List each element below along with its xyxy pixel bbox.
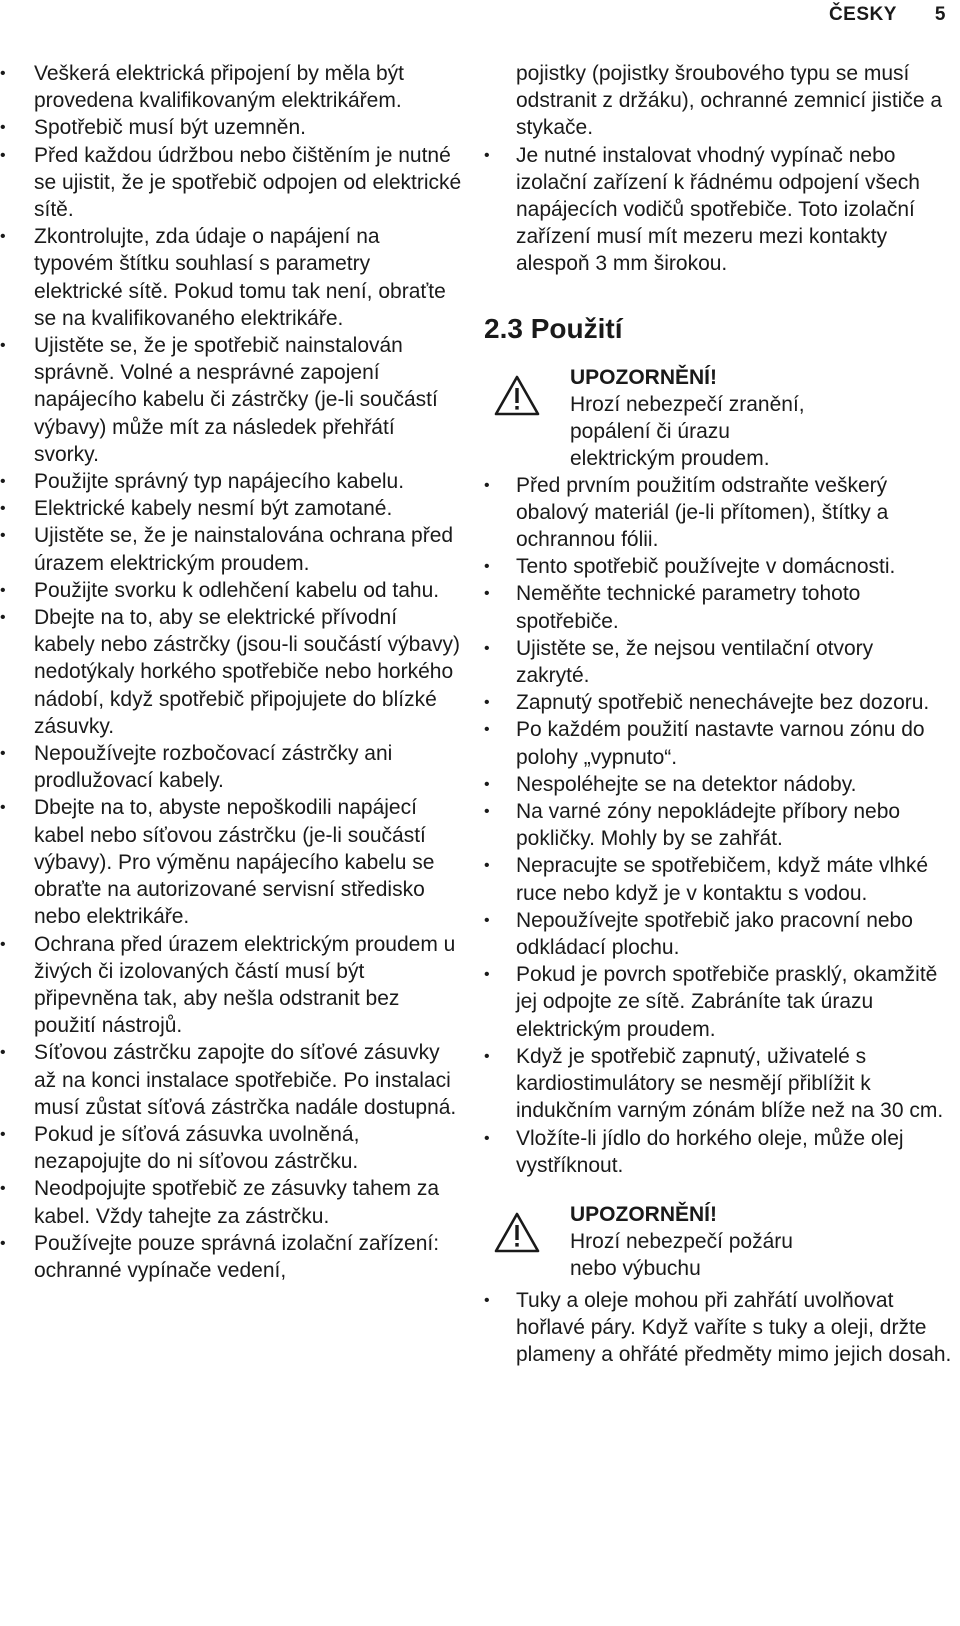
list-item: • Nepoužívejte rozbočovací zástrčky ani prodlužovací kabely. bbox=[0, 740, 462, 794]
warning-line: nebo výbuchu bbox=[570, 1257, 701, 1281]
warning-text bbox=[570, 364, 805, 473]
language-label: ČESKY bbox=[828, 4, 897, 25]
list-item: • Zapnutý spotřebič nenechávejte bez dozoru. bbox=[484, 689, 952, 716]
list-item: • Nepoužívejte spotřebič jako pracovní nebo odkládací plochu. bbox=[484, 907, 952, 961]
section-title: 2.3 Použití bbox=[484, 312, 623, 344]
list-item: • Používejte pouze správná izolační zařízení: ochranné vypínače vedení, bbox=[0, 1230, 462, 1284]
list-item: • Použijte svorku k odlehčení kabelu od tahu. bbox=[0, 577, 462, 604]
warning-fire bbox=[484, 1201, 952, 1287]
right-bullet-list-mid bbox=[484, 472, 952, 1179]
list-item: • Ochrana před úrazem elektrickým proudem u živých či izolovaných částí musí být připevněna tak, aby nešla odstranit bez použití nástrojů. bbox=[0, 931, 462, 1040]
list-item: • Po každém použití nastavte varnou zónu do polohy „vypnuto“. bbox=[484, 716, 952, 770]
warning-line: Hrozí nebezpečí zranění, bbox=[570, 392, 805, 416]
list-item: • Zkontrolujte, zda údaje o napájení na typovém štítku souhlasí s parametry elektrické sítě. Pokud tomu tak není, obraťte se na kvalifikovaného elektrikáře. bbox=[0, 223, 462, 332]
list-item: • Je nutné instalovat vhodný vypínač nebo izolační zařízení k řádnému odpojení všech napájecích vodičů spotřebiče. Toto izolační zařízení musí mít mezeru mezi kontakty alespoň 3 mm širokou. bbox=[484, 142, 952, 278]
warning-title: UPOZORNĚNÍ! bbox=[570, 1202, 717, 1226]
list-item: • Dbejte na to, abyste nepoškodili napájecí kabel nebo síťovou zástrčku (je-li součástí výbavy). Pro výměnu napájecího kabelu se obraťte na autorizované servisní středisko nebo elektrikáře. bbox=[0, 794, 462, 930]
list-item: • Ujistěte se, že je nainstalována ochrana před úrazem elektrickým proudem. bbox=[0, 522, 462, 576]
page-header bbox=[829, 4, 946, 26]
list-item: • Před prvním použitím odstraňte veškerý obalový materiál (je-li přítomen), štítky a ochrannou fólii. bbox=[484, 472, 952, 554]
list-item: • Neměňte technické parametry tohoto spotřebiče. bbox=[484, 580, 952, 634]
list-item: • Nepracujte se spotřebičem, když máte vlhké ruce nebo když je v kontaktu s vodou. bbox=[484, 852, 952, 906]
list-item: • Spotřebič musí být uzemněn. bbox=[0, 114, 462, 141]
warning-text bbox=[570, 1201, 793, 1282]
right-column bbox=[484, 60, 952, 1369]
list-item: • Elektrické kabely nesmí být zamotané. bbox=[0, 495, 462, 522]
right-bullet-list-top bbox=[484, 142, 952, 278]
list-item: • Tento spotřebič používejte v domácnosti. bbox=[484, 553, 952, 580]
list-item: • Pokud je povrch spotřebiče prasklý, okamžitě jej odpojte ze sítě. Zabráníte tak úrazu elektrickým proudem. bbox=[484, 961, 952, 1043]
list-item: • Vložíte-li jídlo do horkého oleje, může olej vystříknout. bbox=[484, 1125, 952, 1179]
continuation-text: pojistky (pojistky šroubového typu se musí odstranit z držáku), ochranné zemnicí jističe a stykače. bbox=[516, 62, 943, 140]
list-item: • Použijte správný typ napájecího kabelu. bbox=[0, 468, 462, 495]
warning-line: elektrickým proudem. bbox=[570, 447, 770, 471]
list-item: • Pokud je síťová zásuvka uvolněná, nezapojujte do ni síťovou zástrčku. bbox=[0, 1121, 462, 1175]
list-item: • Nespoléhejte se na detektor nádoby. bbox=[484, 771, 952, 798]
page-number: 5 bbox=[934, 4, 946, 25]
left-column bbox=[0, 60, 462, 1284]
list-item: • Na varné zóny nepokládejte příbory nebo pokličky. Mohly by se zahřát. bbox=[484, 798, 952, 852]
warning-line: popálení či úrazu bbox=[570, 419, 730, 443]
list-item: • Před každou údržbou nebo čištěním je nutné se ujistit, že je spotřebič odpojen od elektrické sítě. bbox=[0, 142, 462, 224]
right-bullet-list-bottom bbox=[484, 1287, 952, 1369]
list-item: • Tuky a oleje mohou při zahřátí uvolňovat hořlavé páry. Když vaříte s tuky a oleji, držte plameny a ohřáté předměty mimo jejich dosah. bbox=[484, 1287, 952, 1369]
left-bullet-list bbox=[0, 60, 462, 1284]
warning-title: UPOZORNĚNÍ! bbox=[570, 365, 717, 389]
list-item: • Ujistěte se, že je spotřebič nainstalován správně. Volné a nesprávné zapojení napájecího kabelu či zástrčky (je-li součástí výbavy) může mít za následek přehřátí svorky. bbox=[0, 332, 462, 468]
warning-triangle-icon bbox=[494, 374, 540, 416]
list-item: • Veškerá elektrická připojení by měla být provedena kvalifikovaným elektrikářem. bbox=[0, 60, 462, 114]
list-item: • Neodpojujte spotřebič ze zásuvky tahem za kabel. Vždy tahejte za zástrčku. bbox=[0, 1175, 462, 1229]
list-item: • Ujistěte se, že nejsou ventilační otvory zakryté. bbox=[484, 635, 952, 689]
warning-triangle-icon bbox=[494, 1211, 540, 1253]
warning-line: Hrozí nebezpečí požáru bbox=[570, 1229, 793, 1253]
list-item: • Když je spotřebič zapnutý, uživatelé s kardiostimulátory se nesmějí přiblížit k indukčním varným zónám blíže než na 30 cm. bbox=[484, 1043, 952, 1125]
warning-injury bbox=[484, 364, 952, 472]
list-item: • Síťovou zástrčku zapojte do síťové zásuvky až na konci instalace spotřebiče. Po instalaci musí zůstat síťová zástrčka nadále dostupná. bbox=[0, 1039, 462, 1121]
list-item: • Dbejte na to, aby se elektrické přívodní kabely nebo zástrčky (jsou-li součástí výbavy) nedotýkaly horkého spotřebiče nebo horkého nádobí, když spotřebič připojujete do blízké zásuvky. bbox=[0, 604, 462, 740]
